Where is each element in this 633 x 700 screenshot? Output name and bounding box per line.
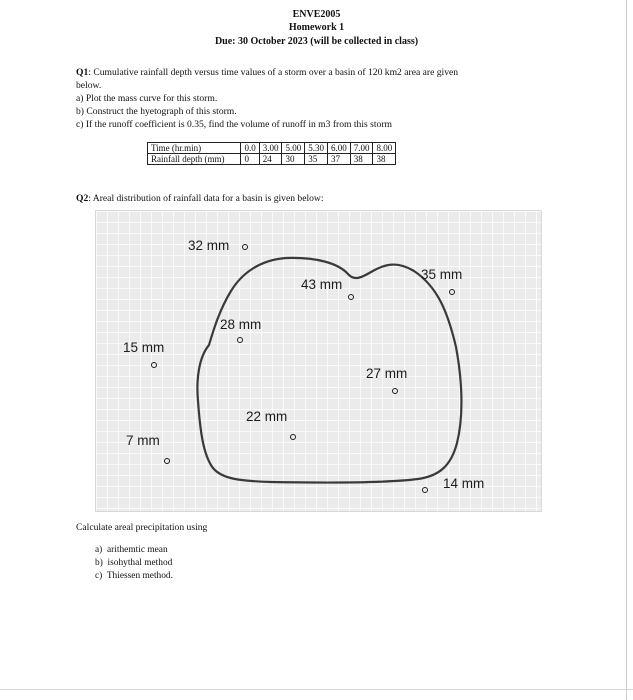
due-date: Due: 30 October 2023 (will be collected in class) xyxy=(214,36,419,47)
method-item xyxy=(95,545,168,555)
gauge-22-label: 22 mm xyxy=(246,409,288,424)
depth-cell: 37 xyxy=(327,154,350,165)
gauge-14-marker xyxy=(422,487,428,493)
basin-map xyxy=(95,210,542,512)
gauge-27-label: 27 mm xyxy=(366,366,408,381)
method-text: arithemtic mean xyxy=(106,545,168,555)
course-code: ENVE2005 xyxy=(292,9,341,20)
time-cell: 6.00 xyxy=(327,143,350,154)
rainfall-table xyxy=(147,142,396,165)
gauge-14-label: 14 mm xyxy=(443,476,485,491)
method-item xyxy=(95,571,173,581)
time-cell: 3.00 xyxy=(259,143,282,154)
q2-intro xyxy=(76,193,324,204)
time-row xyxy=(148,143,396,154)
gauge-7-label: 7 mm xyxy=(126,433,160,448)
gauge-7-marker xyxy=(164,458,170,464)
q1-intro-cont: below. xyxy=(76,80,102,91)
gauge-43-marker xyxy=(348,294,354,300)
q1-label: Q1 xyxy=(76,67,89,78)
method-marker: a) xyxy=(95,545,103,555)
depth-cell: 0 xyxy=(241,154,259,165)
depth-cell: 30 xyxy=(282,154,305,165)
q1-intro-text: : Cumulative rainfall depth versus time values of a storm over a basin of 120 km2 area are given xyxy=(88,67,459,78)
depth-cell: 38 xyxy=(373,154,396,165)
method-text: Thiessen method. xyxy=(106,571,173,581)
q1-part-b: b) Construct the hyetograph of this storm. xyxy=(76,106,237,117)
time-cell: 7.00 xyxy=(350,143,373,154)
depth-cell: 38 xyxy=(350,154,373,165)
q2-task-intro: Calculate areal precipitation using xyxy=(76,522,208,533)
gauge-35-marker xyxy=(449,289,455,295)
q2-intro-text: : Areal distribution of rainfall data for a basin is given below: xyxy=(88,193,324,204)
q1-intro xyxy=(76,67,458,78)
q2-label: Q2 xyxy=(76,193,89,204)
page-edge-right xyxy=(626,0,627,700)
gauge-43-label: 43 mm xyxy=(301,277,343,292)
page-edge-bottom xyxy=(0,689,633,690)
gauge-32-marker xyxy=(242,244,248,250)
time-cell: 0.0 xyxy=(241,143,259,154)
gauge-28-marker xyxy=(237,337,243,343)
homework-title: Homework 1 xyxy=(288,22,345,33)
method-text: isohythal method xyxy=(107,558,173,568)
basin-outline-layer xyxy=(96,211,541,511)
gauge-22-marker xyxy=(290,434,296,440)
depth-cell: 35 xyxy=(305,154,328,165)
q1-part-c: c) If the runoff coefficient is 0.35, find the volume of runoff in m3 from this storm xyxy=(76,119,392,130)
gauge-32-label: 32 mm xyxy=(188,238,230,253)
gauge-35-label: 35 mm xyxy=(421,267,463,282)
depth-cell: 24 xyxy=(259,154,282,165)
gauge-15-label: 15 mm xyxy=(123,340,165,355)
method-marker: b) xyxy=(95,558,103,568)
time-header: Time (hr.min) xyxy=(148,143,241,154)
time-cell: 5.30 xyxy=(305,143,328,154)
time-cell: 5.00 xyxy=(282,143,305,154)
gauge-15-marker xyxy=(151,362,157,368)
q1-part-a: a) Plot the mass curve for this storm. xyxy=(76,93,218,104)
time-cell: 8.00 xyxy=(373,143,396,154)
method-item xyxy=(95,558,172,568)
depth-header: Rainfall depth (mm) xyxy=(148,154,241,165)
gauge-27-marker xyxy=(392,388,398,394)
depth-row xyxy=(148,154,396,165)
gauge-28-label: 28 mm xyxy=(220,317,262,332)
method-marker: c) xyxy=(95,571,103,581)
